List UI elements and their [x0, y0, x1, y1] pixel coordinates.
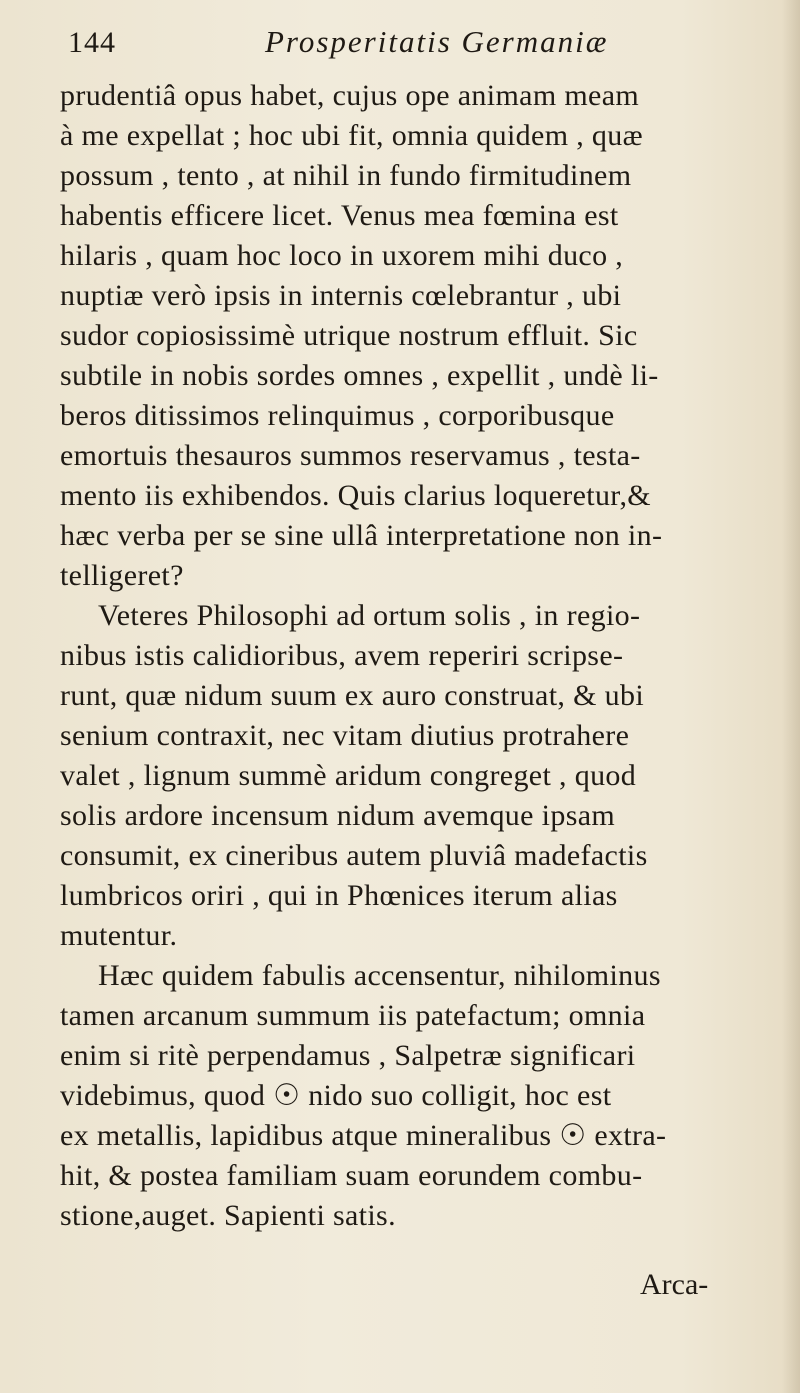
text-line: subtile in nobis sordes omnes , expellit , undè li- [60, 359, 659, 392]
text-line: Hæc quidem fabulis accensentur, nihilominus [98, 959, 661, 992]
text-line: prudentiâ opus habet, cujus ope animam meam [60, 79, 640, 112]
text-line: beros ditissimos relinquimus , corporibusque [60, 399, 615, 432]
text-line: hilaris , quam hoc loco in uxorem mihi duco , [60, 239, 624, 272]
text-line: enim si ritè perpendamus , Salpetræ significari [60, 1039, 636, 1072]
text-line: consumit, ex cineribus autem pluviâ madefactis [60, 839, 648, 872]
text-line: runt, quæ nidum suum ex auro construat, & ubi [60, 679, 645, 712]
text-line: ex metallis, lapidibus atque mineralibus ☉ extra- [60, 1119, 667, 1152]
text-line: hit, & postea familiam suam eorundem combu- [60, 1159, 643, 1192]
text-line: lumbricos oriri , qui in Phœnices iterum alias [60, 879, 618, 912]
text-line: hæc verba per se sine ullâ interpretatione non in- [60, 519, 663, 552]
running-title: Prosperitatis Germaniæ [265, 24, 609, 59]
page-header [60, 22, 760, 70]
body-text [60, 76, 760, 1236]
text-line: Veteres Philosophi ad ortum solis , in regio- [98, 599, 641, 632]
catchword: Arca- [640, 1268, 709, 1301]
text-line: solis ardore incensum nidum avemque ipsam [60, 799, 616, 832]
text-line: senium contraxit, nec vitam diutius protrahere [60, 719, 630, 752]
text-line: emortuis thesauros summos reservamus , testa- [60, 439, 641, 472]
page-edge-shadow [782, 0, 800, 1393]
text-line: possum , tento , at nihil in fundo firmitudinem [60, 159, 632, 192]
text-line: nibus istis calidioribus, avem reperiri scripse- [60, 639, 624, 672]
text-line: mutentur. [60, 919, 178, 952]
text-line: tamen arcanum summum iis patefactum; omnia [60, 999, 646, 1032]
text-line: valet , lignum summè aridum congreget , quod [60, 759, 637, 792]
text-line: mento iis exhibendos. Quis clarius loqueretur,& [60, 479, 651, 512]
text-line: sudor copiosissimè utrique nostrum effluit. Sic [60, 319, 638, 352]
text-line: telligeret? [60, 559, 184, 592]
text-line: stione,auget. Sapienti satis. [60, 1199, 396, 1232]
page-number: 144 [68, 26, 116, 59]
text-line: habentis efficere licet. Venus mea fœmina est [60, 199, 619, 232]
text-line: videbimus, quod ☉ nido suo colligit, hoc est [60, 1079, 612, 1112]
text-line: à me expellat ; hoc ubi fit, omnia quidem , quæ [60, 119, 643, 152]
text-line: nuptiæ verò ipsis in internis cœlebrantur , ubi [60, 279, 622, 312]
